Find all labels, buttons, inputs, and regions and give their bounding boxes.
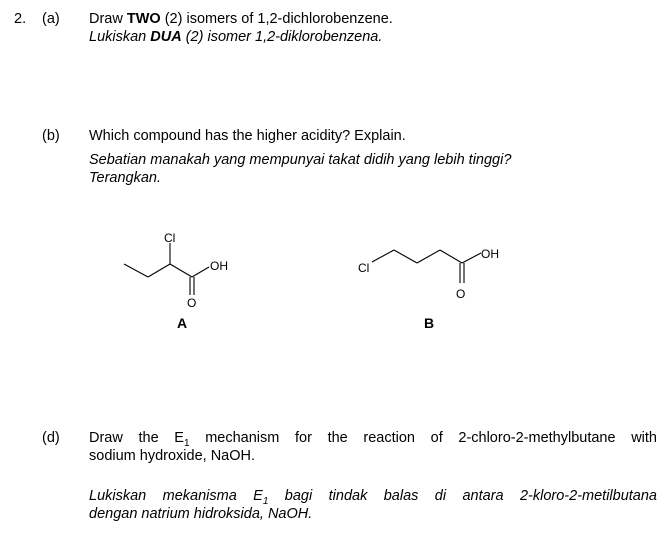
part-b-malay-line2: Terangkan.: [89, 170, 162, 186]
part-d-label: (d): [42, 430, 60, 446]
question-number: 2.: [14, 11, 27, 27]
part-b-english: Which compound has the higher acidity? Explain.: [89, 128, 406, 144]
structure-a-chlorine: Cl: [164, 231, 176, 245]
structure-b-hydroxyl: OH: [481, 247, 499, 261]
part-b-label: (b): [42, 128, 60, 144]
part-d-malay-line2: dengan natrium hidroksida, NaOH.: [89, 506, 313, 522]
structure-b-chlorine: Cl: [358, 261, 370, 275]
part-a-english-emphasis: TWO: [126, 11, 161, 27]
structure-a: [124, 231, 228, 331]
part-b-malay-line1: Sebatian manakah yang mempunyai takat didih yang lebih tinggi?: [89, 152, 512, 168]
part-a-malay: Lukiskan DUA (2) isomer 1,2-diklorobenzena.: [89, 29, 383, 45]
structure-a-oxygen: O: [187, 296, 197, 310]
part-a-english: Draw TWO (2) isomers of 1,2-dichlorobenzene.: [89, 11, 393, 27]
part-a-label: (a): [42, 11, 60, 27]
structure-a-label: A: [177, 315, 188, 331]
part-d-english-line2: sodium hydroxide, NaOH.: [89, 448, 256, 464]
part-d-malay-line1: Lukiskan mekanisma $E_1$ bagi tindak balas di antara 2-kloro-2-metilbutana: [89, 488, 657, 507]
structure-b: [358, 247, 499, 331]
part-d-english-line1: Draw the $E_1$ mechanism for the reaction of 2-chloro-2-methylbutane with: [89, 430, 657, 449]
part-a-malay-emphasis: DUA: [150, 29, 182, 45]
structure-a-hydroxyl: OH: [210, 259, 228, 273]
structure-b-label: B: [424, 315, 435, 331]
structure-b-oxygen: O: [456, 287, 466, 301]
